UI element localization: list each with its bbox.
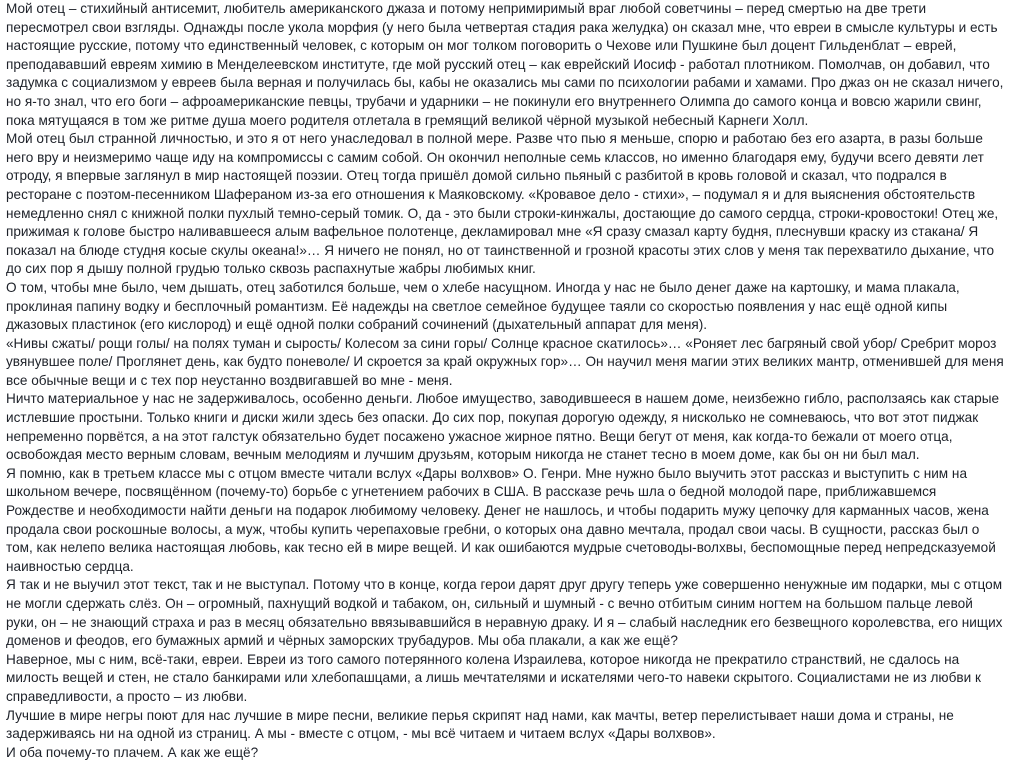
paragraph: Я так и не выучил этот текст, так и не выступал. Потому что в конце, когда герои дарят друг другу теперь уже совершенно ненужные им подарки, мы с отцом не могли сдержать слёз. Он – огромный, пахнущий водкой и табаком, он, сильный и шумный - с вечно отбитым синим ногтем на большом пальце левой руки, он – не знающий страха и раз в месяц обязательно ввязывавшийся в неравную драку. И я – слабый наследник его безвещного королевства, его нищих доменов и феодов, его бумажных армий и чёрных заморских трубадуров. Мы оба плакали, а как же ещё? bbox=[6, 577, 1003, 649]
paragraph: Ничто материальное у нас не задерживалось, особенно деньги. Любое имущество, заводившееся в нашем доме, неизбежно гибло, расползаясь как старые истлевшие простыни. Только книги и диски жили здесь без опаски. До сих пор, покупая дорогую одежду, я нисколько не сомневаюсь, что вот этот пиджак непременно порвётся, а на этот галстук обязательно будет посажено ужасное жирное пятно. Вещи бегут от меня, как когда-то бежали от моего отца, освобождая место верным словам, вечным мелодиям и лучшим друзьям, которым никогда не станет тесно в моем доме, как бы он ни был мал. bbox=[6, 391, 1000, 463]
paragraph: Мой отец был странной личностью, и это я от него унаследовал в полной мере. Разве что пью я меньше, спорю и работаю без его азарта, в разы больше него вру и неизмеримо чаще иду на компромиссы с самим собой. Он окончил неполные семь классов, но именно благодаря ему, будучи всего девяти лет отроду, я впервые заглянул в мир настоящей поэзии. Отец тогда пришёл домой сильно пьяный с разбитой в кровь головой и сказал, что подрался в ресторане с поэтом-песенником Шафераном из-за его отношения к Маяковскому. «Кровавое дело - стихи», – подумал я и для выяснения обстоятельств немедленно снял с книжной полки пухлый темно-серый томик. О, да - это были строки-кинжалы, достающие до самого сердца, строки-кровостоки! Отец же, прижимая к голове быстро наливавшееся алым вафельное полотенце, декламировал мне «Я сразу смазал карту будня, плеснувши краску из стакана/ Я показал на блюде студня косые скулы океана!»… Я ничего не понял, но от таинственной и грозной красоты этих слов у меня так перехватило дыхание, что до сих пор я дышу полной грудью только сквозь распахнутые жабры любимых книг. bbox=[6, 131, 999, 277]
paragraph: «Нивы сжаты/ рощи голы/ на полях туман и сырость/ Колесом за сини горы/ Солнце красное скатилось»… «Роняет лес багряный свой убор/ Сребрит мороз увянувшее поле/ Проглянет день, как будто поневоле/ И скроется за край окружных гор»… Он научил меня магии этих великих мантр, отменившей для меня все обычные вещи и с тех пор неустанно воздвигавшей во мне - меня. bbox=[6, 335, 1004, 388]
paragraph: Я помню, как в третьем классе мы с отцом вместе читали вслух «Дары волхвов» О. Генри. Мне нужно было выучить этот рассказ и выступить с ним на школьном вечере, посвящённом (почему-то) борьбе с угнетением рабочих в США. В рассказе речь шла о бедной молодой паре, приближавшемся Рождестве и необходимости найти деньги на подарок любимому человеку. Денег не нашлось, и чтобы подарить мужу цепочку для карманных часов, жена продала свои роскошные волосы, а муж, чтобы купить черепаховые гребни, о которых она давно мечтала, продал свои часы. В сущности, рассказ был о том, как нелепо велика настоящая любовь, как тесно ей в мире вещей. И как ошибаются мудрые счетоводы-волхвы, беспомощные перед непредсказуемой наивностью сердца. bbox=[6, 465, 996, 574]
paragraph: И оба почему-то плачем. А как же ещё? bbox=[6, 744, 259, 760]
paragraph: Мой отец – стихийный антисемит, любитель американского джаза и потому непримиримый враг любой советчины – перед смертью на две трети пересмотрел свои взгляды. Однажды после укола морфия (у него была четвертая стадия рака желудка) он сказал мне, что евреи в смысле культуры и есть настоящие русские, потому что единственный человек, с которым он мог толком поговорить о Чехове или Пушкине был доцент Гильденблат – еврей, преподававший евреям химию в Менделеевском институте, где мой русский отец – как еврейский Иосиф - работал плотником. Помолчав, он добавил, что задумка с социализмом у евреев была верная и получилась бы, кабы не оказались мы сами по психологии рабами и хамами. Про джаз он не сказал ничего, но я-то знал, что его боги – афроамериканские певцы, трубачи и ударники – не покинули его внутреннего Олимпа до самого конца и вовсю жарили свинг, пока мятущаяся в том же ритме душа моего родителя отлетала в гремящий великой чёрной музыкой небесный Карнеги Холл. bbox=[6, 1, 1004, 128]
paragraph: Наверное, мы с ним, всё-таки, евреи. Евреи из того самого потерянного колена Израилева, которое никогда не прекратило странствий, не сдалось на милость вещей и стен, не стало банкирами или хлебопашцами, а лишь мечтателями и искателями чего-то навеки скрытого. Социалистами не из любви к справедливости, а просто – из любви. bbox=[6, 651, 981, 704]
paragraph: Лучшие в мире негры поют для нас лучшие в мире песни, великие перья скрипят над нами, как мачты, ветер перелистывает наши дома и страны, не задерживаясь ни на одной из страниц. А мы - вместе с отцом, - мы всё читаем и читаем вслух «Дары волхвов». bbox=[6, 707, 954, 742]
paragraph: О том, чтобы мне было, чем дышать, отец заботился больше, чем о хлебе насущном. Иногда у нас не было денег даже на картошку, и мама плакала, проклиная папину водку и бесплочный романтизм. Её надежды на светлое семейное будущее таяли со скоростью появления у нас ещё одной кипы джазовых пластинок (его кислород) и ещё одной полки собраний сочинений (дыхательный аппарат для меня). bbox=[6, 279, 960, 333]
